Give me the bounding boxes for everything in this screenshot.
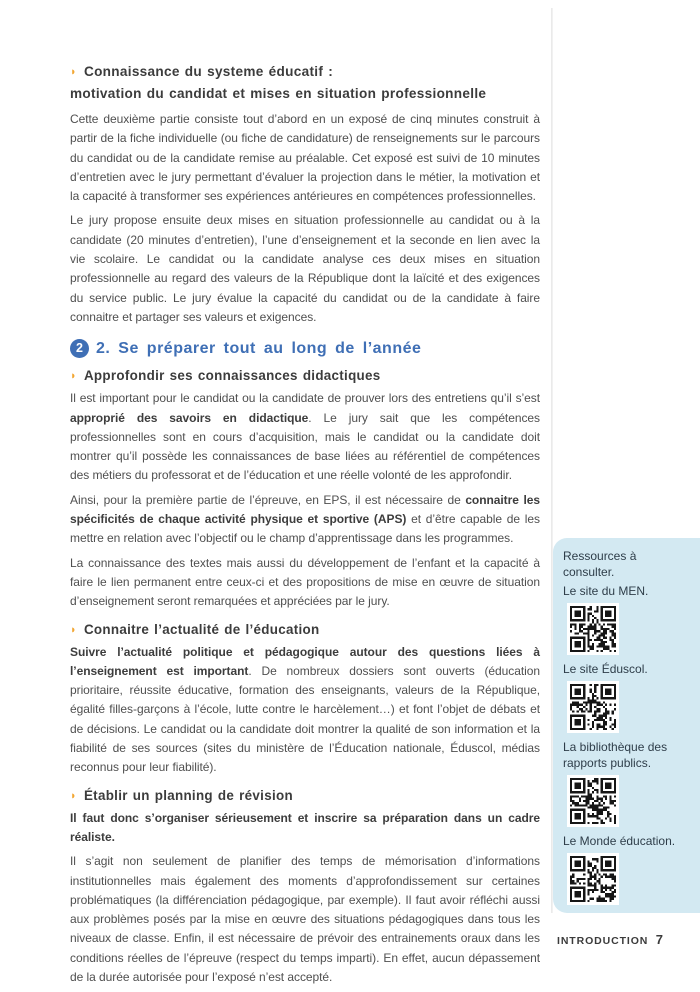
heading-line2: motivation du candidat et mises en situation professionnelle <box>70 85 487 101</box>
section-heading-se-preparer <box>70 339 540 358</box>
paragraph-specificites-aps: Ainsi, pour la première partie de l’épreuve, en EPS, il est nécessaire de connaitre les spécificités de chaque activité physique et sportive (APS) et d’être capable de les mettre en relation avec l’objectif ou le champ d’apprentissage dans les programmes. <box>70 492 540 546</box>
paragraph-connaissance-textes: La connaissance des textes mais aussi du développement de l’enfant et la capacité à faire le lien permanent entre ceux-ci et des propositions de mise en œuvre de situation d’enseignement seront remarquées et appréciées par le jury. <box>70 555 540 609</box>
paragraph-expose-cinq-minutes: Cette deuxième partie consiste tout d’abord en un exposé de cinq minutes construit à partir de la fiche individuelle (ou fiche de candidature) de renseignements sur le parcours du candidat ou de la candidate remise au préalable. Cet exposé est suivi de 10 minutes d’entretien avec le jury permettant d’évaluer la projection dans le métier, la motivation et la capacité à transformer ses expériences antérieures en compétences professionnelles. <box>70 112 540 204</box>
page-footer <box>557 932 663 947</box>
qr-code-monde-icon <box>567 853 619 905</box>
paragraph-mises-en-situation: Le jury propose ensuite deux mises en situation professionnelle au candidat ou à la candidate (20 minutes d’entretien), l’une d’enseignement et la seconde en lien avec la vie scolaire. Le candidat ou la candidate analyse ces deux mises en situation professionnelle au regard des valeurs de la République dont la laïcité et des exigences du service public. Le jury évalue la capacité du candidat ou de la candidate à faire connaitre et partager ses valeurs et exigences. <box>70 213 540 324</box>
footer-section-label: INTRODUCTION <box>557 935 649 947</box>
subhead-approfondir-connaissances <box>70 368 540 383</box>
heading-connaissance-systeme-educatif <box>70 62 540 103</box>
resources-sidebar <box>553 538 700 913</box>
resource-label-monde-education: Le Monde éducation. <box>563 834 676 848</box>
resource-label-eduscol: Le site Éduscol. <box>563 662 648 676</box>
paragraph-planifier-revisions: Il s’agit non seulement de planifier des temps de mémorisation d’informations institutionnelles mais également des moments d’approfondissement sur certaines problématiques (la différenciation pédagogique, par exemple). Il faut avoir réfléchi aussi aux problèmes posés par la mise en œuvre des situations pédagogiques dans tous les niveaux de classe. Enfin, il est nécessaire de prévoir des entrainements oraux dans les conditions réelles de l’épreuve (respect du temps imparti). En effet, aucun dépassement de la durée autorisée pour l’exposé n’est accepté. <box>70 854 540 984</box>
paragraph-cadre-realiste: Il faut donc s’organiser sérieusement et inscrire sa préparation dans un cadre réaliste. <box>70 810 540 844</box>
footer-page-number: 7 <box>655 932 663 947</box>
resource-label-bibliotheque-rapports: La bibliothèque des rapports publics. <box>563 740 668 770</box>
subhead-label: Connaitre l’actualité de l’éducation <box>83 621 320 637</box>
section-number-badge: 2 <box>70 339 89 358</box>
subhead-connaitre-actualite <box>70 622 540 637</box>
paragraph-savoirs-didactique: Il est important pour le candidat ou la candidate de prouver lors des entretiens qu’il s’est approprié des savoirs en didactique. Le jury sait que les compétences professionnelles sont en cours d’acquisition, mais le candidat ou la candidate doit montrer qu’il possède les connaissances de base liées au référentiel de compétences des métiers du professorat et de l’éducation et une réelle volonté de les approfondir. <box>70 391 540 483</box>
qr-code-rapports-icon <box>567 775 619 827</box>
subhead-label: Approfondir ses connaissances didactiques <box>83 368 381 384</box>
qr-code-eduscol-icon <box>567 681 619 733</box>
subhead-label: Établir un planning de révision <box>83 787 293 803</box>
orange-bullet-icon: ◗ <box>70 66 77 78</box>
resource-label-men: Le site du MEN. <box>563 584 649 598</box>
paragraph-actualite-politique: Suivre l’actualité politique et pédagogique autour des questions liées à l’enseignement est important. De nombreux dossiers sont ouverts (éducation prioritaire, réussite éducative, formation des enseignants, valeurs de la République, égalité filles-garçons à l’école, lutte contre le harcèlement…) et font l’objet de débats et de décisions. Le candidat ou la candidate doit montrer la qualité de son information et la fiabilité de ses sources (sites du ministère de l’Éducation nationale, Éduscol, médias reconnus pour leur fiabilité). <box>70 644 540 775</box>
orange-bullet-icon: ◗ <box>70 370 77 383</box>
qr-code-men-icon <box>567 603 619 655</box>
heading-line1: Connaissance du systeme éducatif : <box>83 64 334 79</box>
orange-bullet-icon: ◗ <box>70 789 77 802</box>
orange-bullet-icon: ◗ <box>70 623 77 636</box>
sidebar-intro: Ressources à consulter. <box>563 549 637 579</box>
section-title: 2. Se préparer tout au long de l’année <box>96 339 422 357</box>
main-text-column <box>70 62 540 992</box>
subhead-etablir-planning <box>70 788 540 803</box>
